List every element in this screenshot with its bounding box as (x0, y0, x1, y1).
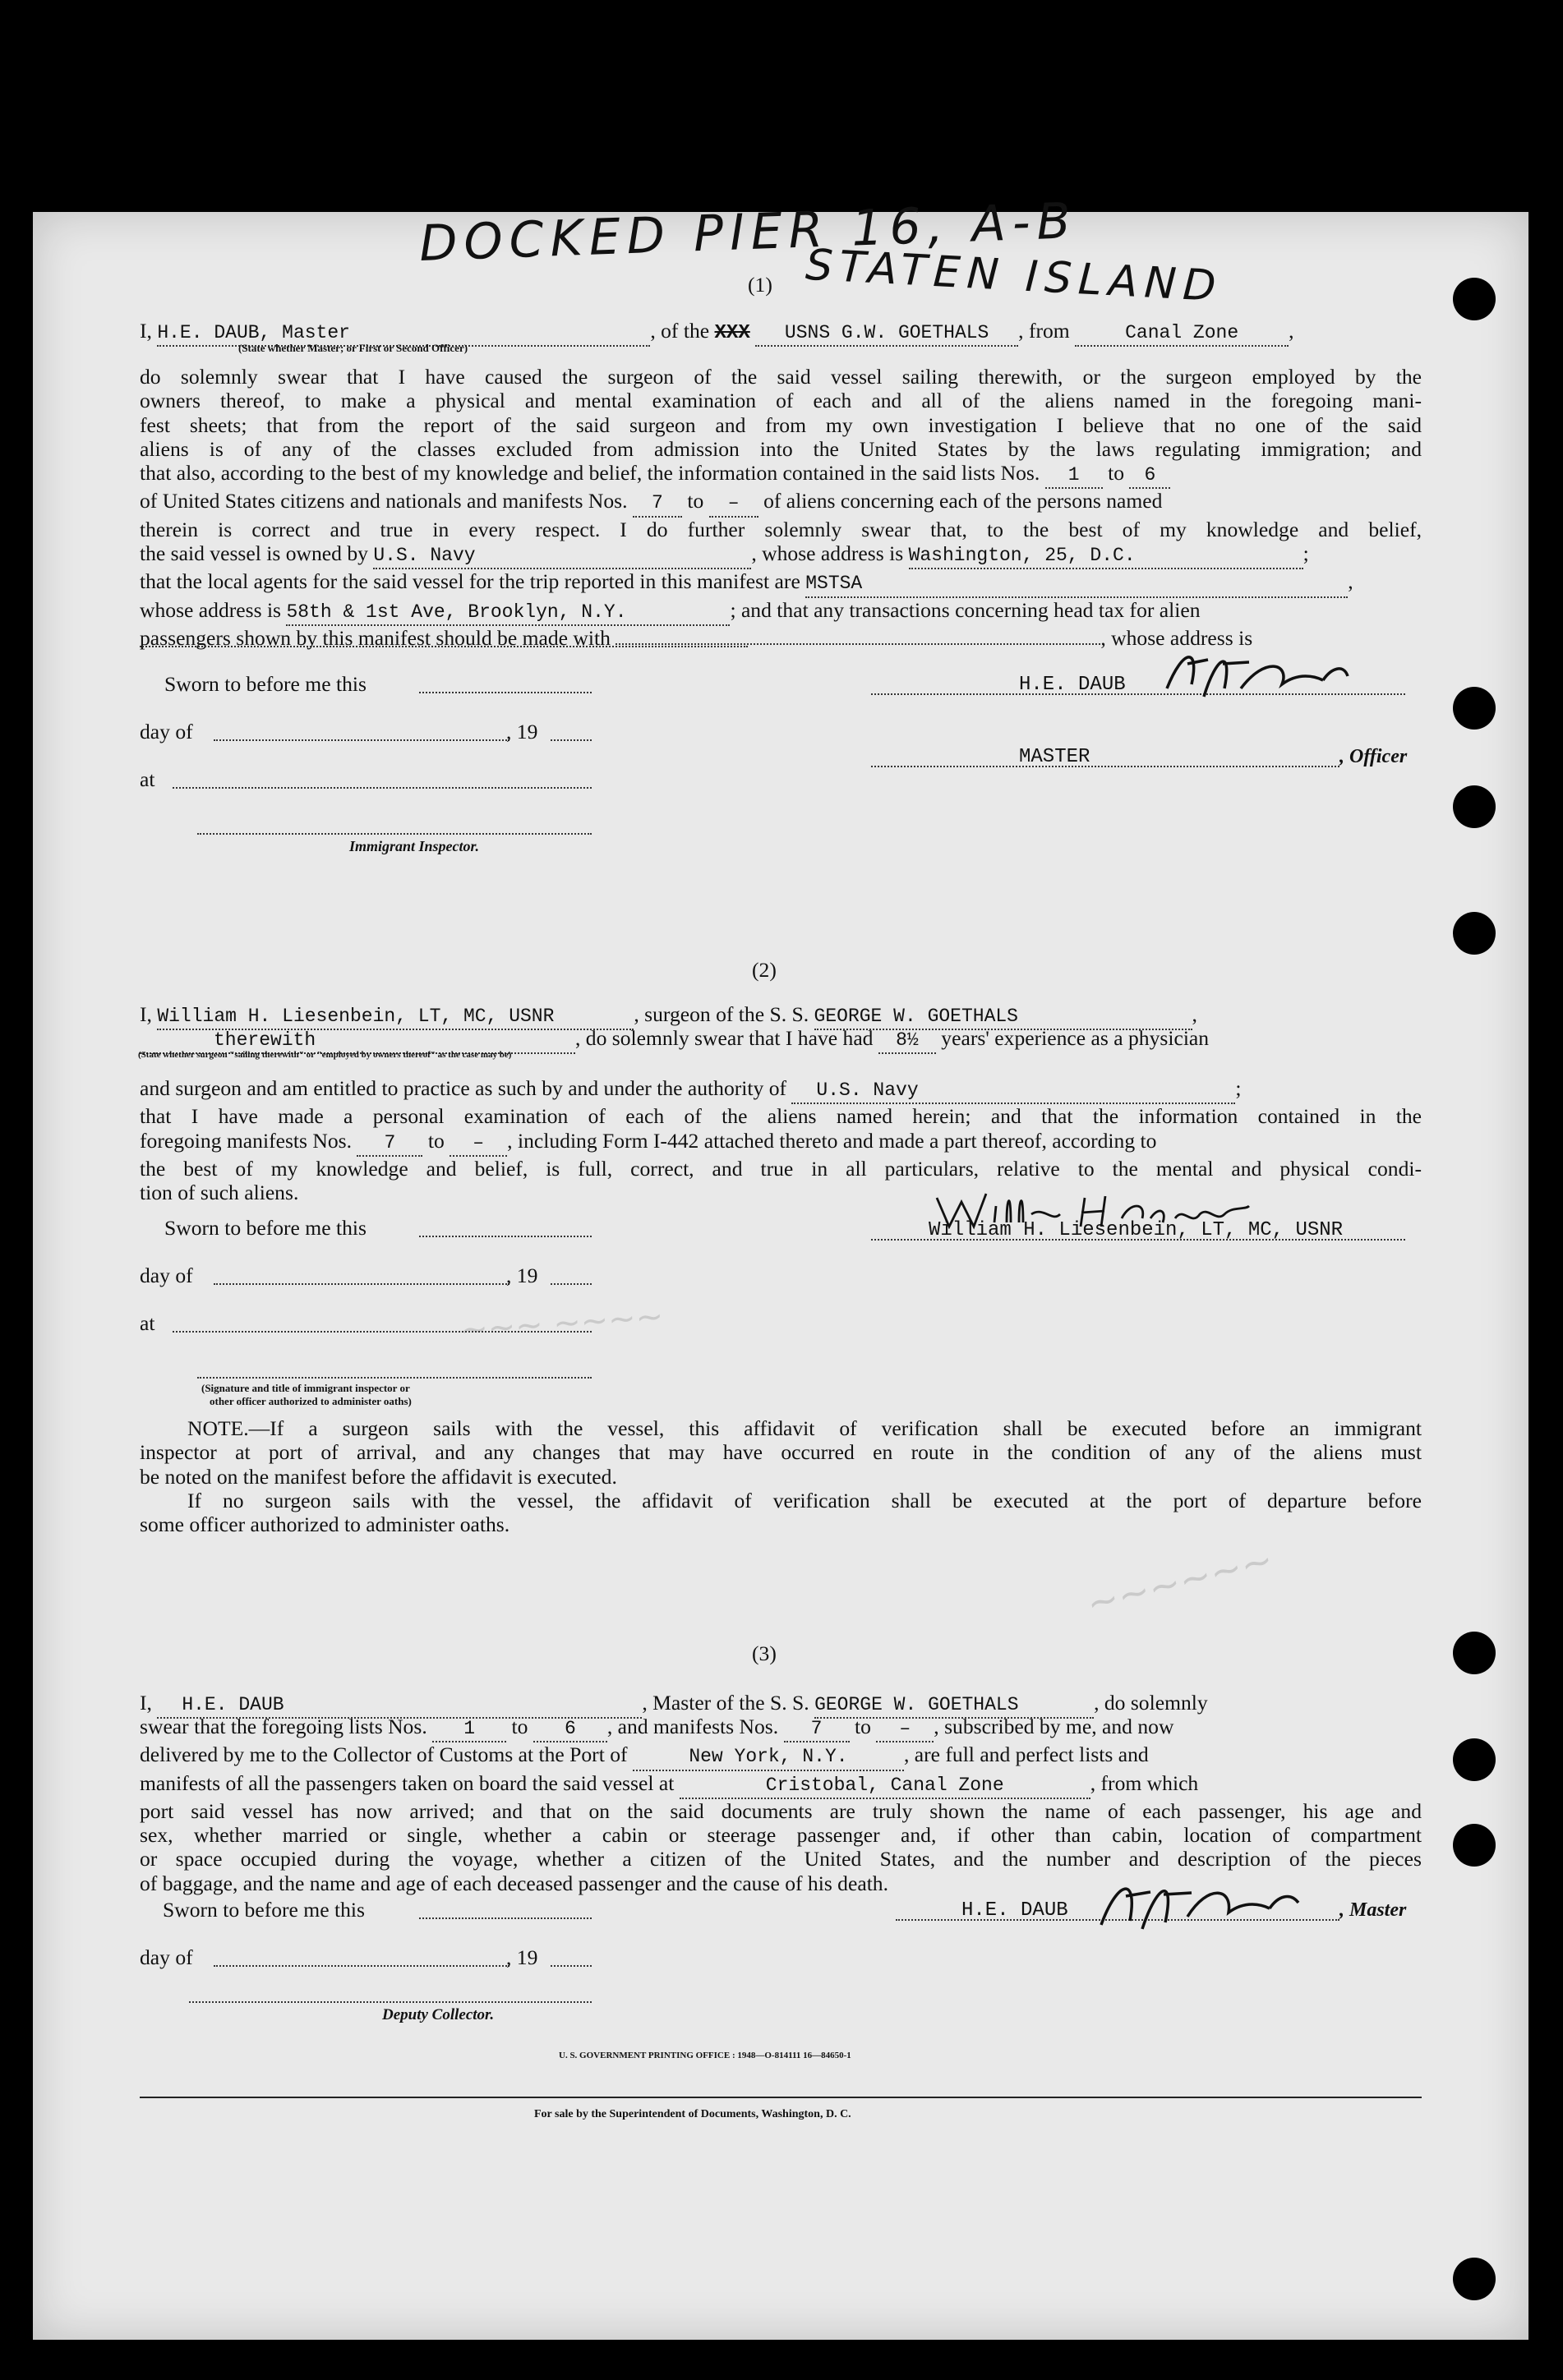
note-line: If no surgeon sails with the vessel, the affidavit of verification shall be executed at the port of departure before (187, 1488, 1422, 1512)
note-line: inspector at port of arrival, and any changes that may have occurred en route in the condition of any of the aliens must (140, 1440, 1422, 1465)
surgeon-line: I, William H. Liesenbein, LT, MC, USNR , surgeon of the S. S. GEORGE W. GOETHALS , (140, 1002, 1422, 1030)
blank-line (173, 1331, 592, 1333)
port-line: delivered by me to the Collector of Customs at the Port of New York, N.Y. , are full and perfect lists and (140, 1742, 1422, 1770)
punch-hole (1453, 687, 1496, 730)
blank-line (214, 1283, 509, 1285)
handwritten-docked-pier: DOCKED PIER 16, A-B (418, 192, 1078, 273)
surgeon-typed-name: William H. Liesenbein, LT, MC, USNR (929, 1219, 1344, 1241)
blank-line (189, 2001, 592, 2003)
vessel-name-field: USNS G.W. GOETHALS (755, 319, 1018, 347)
sworn-label: Sworn to before me this (164, 1216, 367, 1240)
blank-line (871, 766, 1339, 767)
blank-line (197, 1377, 592, 1379)
blank-line (551, 739, 592, 741)
field-note: (State whether Master; or First or Second Officer) (238, 342, 468, 354)
headtax-line: passengers shown by this manifest should be made with , whose address is (140, 625, 1253, 650)
day-of-label: day of (140, 1264, 193, 1287)
field-note: (State whether surgeon "sailing therewith" or "employed by owners thereof" as the case may be) (138, 1050, 512, 1060)
authority-line: and surgeon and am entitled to practice as such by and under the authority of U.S. Navy ; (140, 1076, 1422, 1104)
blank-line (214, 739, 509, 741)
master-typed-name: H.E. DAUB (961, 1899, 1068, 1922)
punch-hole (1453, 1738, 1496, 1781)
year-label: , 19 (506, 720, 538, 743)
blank-line (551, 1283, 592, 1285)
manifests-line: of United States citizens and nationals and manifests Nos. 7 to – of aliens concerning each of the persons named (140, 489, 1422, 517)
punch-hole (1453, 785, 1496, 828)
blank-line (551, 1965, 592, 1967)
departure-port-line: manifests of all the passengers taken on board the said vessel at Cristobal, Canal Zone , from which (140, 1771, 1422, 1799)
note-line: NOTE.—If a surgeon sails with the vessel, this affidavit of verification shall be executed before an immigrant (187, 1416, 1422, 1440)
blank-line (197, 833, 592, 835)
section1-oath-line: I, H.E. DAUB, Master , of the XXX USNS G.W. GOETHALS , from Canal Zone , (140, 319, 1422, 347)
lists-line: that also, according to the best of my knowledge and belief, the information contained in the said lists Nos. 1 to 6 (140, 461, 1422, 489)
at-label: at (140, 1311, 155, 1335)
immigrant-inspector-label: Immigrant Inspector. (349, 838, 480, 854)
blank-line (871, 1239, 1405, 1241)
master-name-field: H.E. DAUB, Master (157, 319, 650, 347)
at-label: at (140, 767, 155, 791)
blank-line (140, 646, 748, 647)
text-line: owners thereof, to make a physical and mental examination of each and all of the aliens named in the foregoing mani- (140, 389, 1422, 413)
punch-hole (1453, 1824, 1496, 1867)
punch-hole (1453, 278, 1496, 320)
year-label: , 19 (506, 1264, 538, 1287)
master-label: , Master (1339, 1899, 1407, 1921)
text-line: therein is correct and true in every respect. I do further solemnly swear that, to the best of my knowledge and belief, (140, 517, 1422, 541)
officer-typed-name: H.E. DAUB (1019, 674, 1126, 696)
text-line: or space occupied during the voyage, whether a citizen of the United States, and the number and description of the pieces (140, 1847, 1422, 1871)
experience-line: therewith , do solemnly swear that I have had 8½ years' experience as a physician (140, 1026, 1422, 1054)
text-line: port said vessel has now arrived; and that on the said documents are truly shown the name of each passenger, his age and (140, 1798, 1422, 1823)
officer-signature (1159, 639, 1356, 705)
blank-line (173, 787, 592, 789)
note-line: be noted on the manifest before the affidavit is executed. (140, 1464, 617, 1489)
sale-notice: For sale by the Superintendent of Documents, Washington, D. C. (534, 2108, 851, 2120)
printer-imprint: U. S. GOVERNMENT PRINTING OFFICE : 1948—O-814111 16—84650-1 (559, 2051, 851, 2060)
manifests-line: foregoing manifests Nos. 7 to – , including Form I-442 attached thereto and made a part thereof, according to (140, 1129, 1422, 1157)
agent-address-line: whose address is 58th & 1st Ave, Brooklyn, N.Y. ; and that any transactions concerning head tax for alien (140, 598, 1422, 626)
master-signature (1093, 1863, 1307, 1937)
section-number: (2) (752, 958, 777, 982)
footer-rule (140, 2097, 1422, 2098)
blank-line (419, 1917, 592, 1919)
punch-hole (1453, 912, 1496, 955)
text-line: aliens is of any of the classes excluded from admission into the United States by the laws regulating immigration; and (140, 436, 1422, 461)
text-line: sex, whether married or single, whether a cabin or steerage passenger and, if other than cabin, location of compartment (140, 1823, 1422, 1848)
year-label: , 19 (506, 1945, 538, 1969)
text-line: that I have made a personal examination of each of the aliens named herein; and that the information contained in the (140, 1104, 1422, 1129)
signature-note: (Signature and title of immigrant inspector or (201, 1382, 410, 1394)
officer-title: MASTER (1019, 746, 1090, 768)
text-line: fest sheets; that from the report of the said surgeon and from my own investigation I believe that no one of the said (140, 412, 1422, 437)
section1-body (140, 365, 1422, 650)
text-line: tion of such aliens. (140, 1181, 299, 1205)
owner-line: the said vessel is owned by U.S. Navy , whose address is Washington, 25, D.C. ; (140, 541, 1422, 569)
section-number: (3) (752, 1641, 777, 1665)
agents-line: that the local agents for the said vessel for the trip reported in this manifest are MSTSA , (140, 569, 1422, 597)
handwritten-staten-island: STATEN ISLAND (804, 240, 1224, 312)
blank-line (419, 1236, 592, 1237)
bleed-through-marks: ~~~~~~ (1081, 1536, 1278, 1627)
deputy-collector-label: Deputy Collector. (382, 2006, 495, 2023)
manifest-page (33, 192, 1528, 2340)
from-port-field: Canal Zone (1075, 319, 1289, 347)
section3-oath-line: I, H.E. DAUB , Master of the S. S. GEORGE W. GOETHALS , do solemnly (140, 1691, 1422, 1719)
section-number: (1) (748, 273, 772, 297)
note-block (140, 1416, 1422, 1536)
lists-line: swear that the foregoing lists Nos. 1 to 6 , and manifests Nos. 7 to – , subscribed by me, and now (140, 1715, 1422, 1742)
blank-line (419, 692, 592, 693)
signature-note: other officer authorized to administer oaths) (210, 1395, 412, 1407)
punch-hole (1453, 1632, 1496, 1674)
day-of-label: day of (140, 720, 193, 743)
text-line: do solemnly swear that I have caused the surgeon of the said vessel sailing therewith, or the surgeon employed by the (140, 365, 1422, 389)
day-of-label: day of (140, 1945, 193, 1969)
sworn-label: Sworn to before me this (164, 672, 367, 696)
punch-hole (1453, 2258, 1496, 2300)
struck-text: XXX (714, 322, 750, 344)
text-line: of baggage, and the name and age of each deceased passenger and the cause of his death. (140, 1871, 889, 1895)
note-line: some officer authorized to administer oaths. (140, 1512, 510, 1537)
sworn-label: Sworn to before me this (163, 1898, 365, 1922)
blank-line (214, 1965, 509, 1967)
text-line: the best of my knowledge and belief, is full, correct, and true in all particulars, relative to the mental and physical condi- (140, 1156, 1422, 1181)
officer-label: , Officer (1339, 746, 1408, 767)
bleed-through-marks: ~~~ ~~~~ (459, 1297, 665, 1350)
